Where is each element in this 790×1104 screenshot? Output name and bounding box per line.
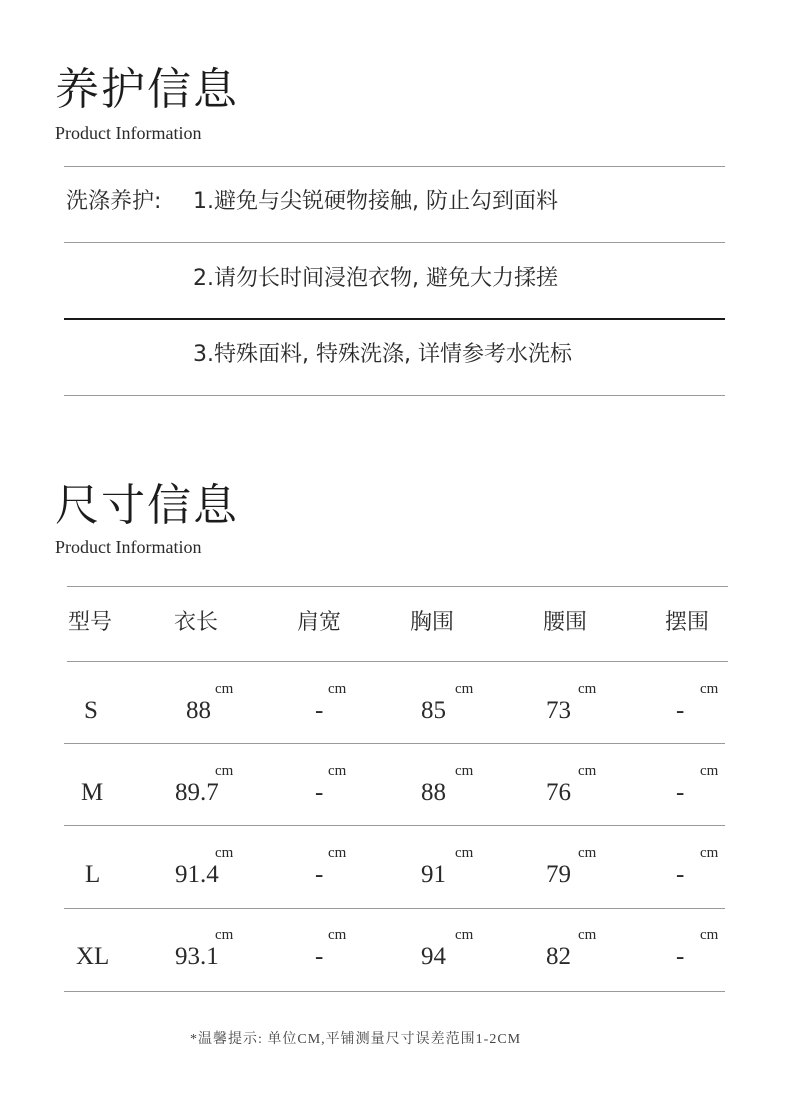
unit-label: cm (578, 763, 597, 779)
row-l-hem: - (676, 861, 685, 888)
unit-label: cm (328, 845, 347, 861)
unit-label: cm (455, 681, 474, 697)
care-divider (64, 242, 725, 243)
row-xl-size: XL (76, 943, 110, 970)
unit-label: cm (578, 927, 597, 943)
unit-label: cm (700, 845, 719, 861)
row-s-chest: 85 (421, 697, 446, 724)
row-l-waist: 79 (546, 861, 571, 888)
row-s-hem: - (676, 697, 685, 724)
row-l-chest: 91 (421, 861, 446, 888)
unit-label: cm (455, 927, 474, 943)
row-m-waist: 76 (546, 779, 571, 806)
row-l-length: 91.4 (175, 861, 219, 888)
unit-label: cm (578, 845, 597, 861)
row-m-chest: 88 (421, 779, 446, 806)
size-table-divider (64, 825, 725, 826)
row-s-waist: 73 (546, 697, 571, 724)
row-xl-hem: - (676, 943, 685, 970)
unit-label: cm (578, 681, 597, 697)
row-m-length: 89.7 (175, 779, 219, 806)
unit-label: cm (700, 927, 719, 943)
row-s-size: S (84, 697, 98, 724)
unit-label: cm (215, 763, 234, 779)
header-length: 衣长 (174, 610, 219, 635)
care-title: 养护信息 (55, 65, 239, 114)
unit-label: cm (328, 927, 347, 943)
care-divider-dark (64, 318, 725, 320)
care-label: 洗涤养护: (66, 189, 162, 214)
care-item-3: 3.特殊面料, 特殊洗涤, 详情参考水洗标 (193, 342, 572, 367)
unit-label: cm (455, 763, 474, 779)
header-hem: 摆围 (665, 610, 710, 635)
care-item-1: 1.避免与尖锐硬物接触, 防止勾到面料 (193, 189, 558, 214)
unit-label: cm (700, 763, 719, 779)
care-item-2: 2.请勿长时间浸泡衣物, 避免大力揉搓 (193, 266, 558, 291)
row-l-size: L (85, 861, 101, 888)
header-size: 型号 (68, 610, 113, 635)
unit-label: cm (328, 681, 347, 697)
unit-label: cm (215, 927, 234, 943)
size-title: 尺寸信息 (55, 481, 239, 530)
row-s-shoulder: - (315, 697, 324, 724)
header-chest: 胸围 (410, 610, 455, 635)
size-table-top-border (67, 586, 728, 587)
unit-label: cm (700, 681, 719, 697)
size-subtitle: Product Information (55, 537, 202, 557)
size-table-bottom-border (64, 991, 725, 992)
row-s-length: 88 (186, 697, 211, 724)
row-xl-waist: 82 (546, 943, 571, 970)
unit-label: cm (455, 845, 474, 861)
unit-label: cm (328, 763, 347, 779)
header-shoulder: 肩宽 (297, 610, 342, 635)
care-subtitle: Product Information (55, 123, 202, 143)
row-xl-chest: 94 (421, 943, 446, 970)
row-m-hem: - (676, 779, 685, 806)
care-divider-bottom (64, 395, 725, 396)
care-divider-top (64, 166, 725, 167)
row-xl-shoulder: - (315, 943, 324, 970)
size-note: *温馨提示: 单位CM,平铺测量尺寸误差范围1-2CM (190, 1032, 522, 1047)
row-m-size: M (81, 779, 104, 806)
unit-label: cm (215, 845, 234, 861)
header-waist: 腰围 (543, 610, 588, 635)
unit-label: cm (215, 681, 234, 697)
size-table-divider (67, 661, 728, 662)
row-m-shoulder: - (315, 779, 324, 806)
size-table-divider (64, 908, 725, 909)
size-table-divider (64, 743, 725, 744)
row-xl-length: 93.1 (175, 943, 219, 970)
row-l-shoulder: - (315, 861, 324, 888)
